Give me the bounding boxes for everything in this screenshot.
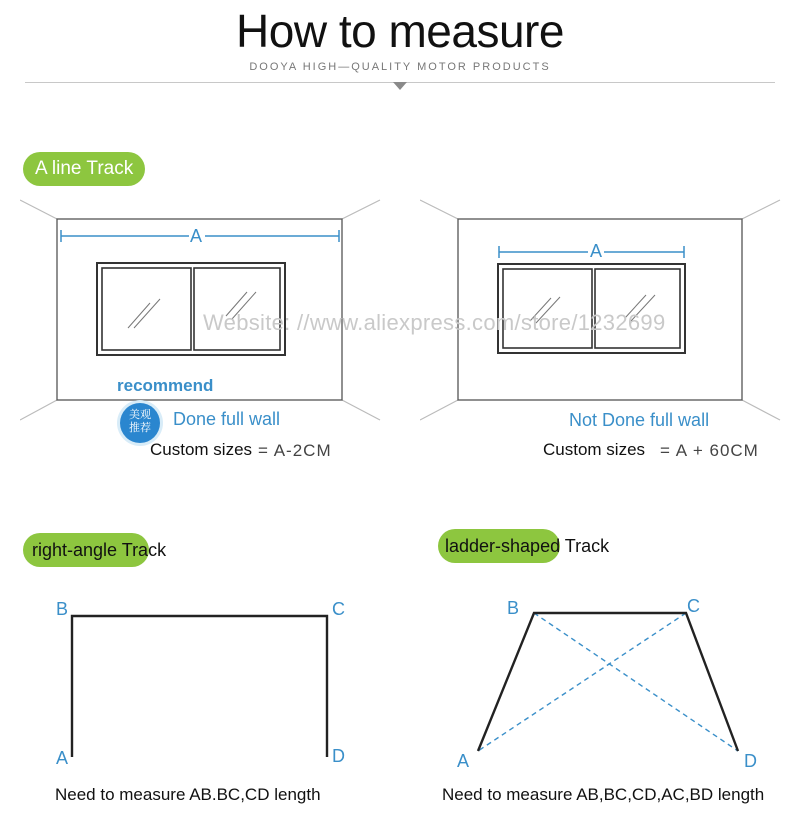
- website-watermark: Website: //www.aliexpress.com/store/1232699: [203, 310, 666, 335]
- right-angle-track-title: [32, 540, 166, 561]
- done-full-wall-caption: Done full wall: [173, 409, 281, 429]
- ladder-shaped-label: ladder-shape: [445, 536, 551, 556]
- right-angle-label: right-angle: [32, 540, 118, 560]
- custom-sizes-label-right: Custom sizes: [543, 440, 646, 459]
- right-angle-suffix: Track: [117, 540, 167, 560]
- dimension-a-label-right: A: [590, 241, 603, 261]
- custom-sizes-formula-right: = A + 60CM: [660, 441, 759, 460]
- room-line-tr: [342, 200, 380, 219]
- divider-pointer-icon: [393, 82, 407, 90]
- ladder-shaped-track-diagram: [440, 590, 780, 770]
- right-angle-instruction: Need to measure AB.BC,CD length: [55, 785, 321, 804]
- point-a-label: A: [56, 748, 69, 768]
- point-d-label: D: [332, 746, 345, 766]
- badge-line-2: 推荐: [129, 422, 151, 434]
- recommend-badge-icon: [120, 403, 160, 443]
- room-line-tl: [20, 200, 57, 219]
- custom-sizes-label-left: Custom sizes: [150, 440, 253, 459]
- right-angle-track-line: [72, 616, 327, 757]
- not-done-full-wall-caption: Not Done full wall: [569, 410, 710, 430]
- ladder-point-d-label: D: [744, 751, 757, 771]
- badge-line-1: 美观: [129, 409, 151, 421]
- custom-sizes-formula-left: = A-2CM: [258, 441, 332, 460]
- dimension-a-label-left: A: [190, 226, 203, 246]
- diagonal-bd: [534, 613, 738, 751]
- point-b-label: B: [56, 599, 69, 619]
- ladder-shaped-suffix: d Track: [550, 536, 610, 556]
- ladder-point-b-label: B: [507, 598, 520, 618]
- point-c-label: C: [332, 599, 345, 619]
- ladder-track-line: [478, 613, 738, 751]
- recommend-label: recommend: [117, 376, 214, 395]
- a-line-track-label: A line Track: [23, 152, 145, 186]
- ladder-point-c-label: C: [687, 596, 700, 616]
- page-subtitle: DOOYA HIGH—QUALITY MOTOR PRODUCTS: [249, 61, 551, 73]
- ladder-instruction: Need to measure AB,BC,CD,AC,BD length: [442, 785, 765, 804]
- ladder-shaped-track-title: [445, 536, 609, 557]
- ladder-point-a-label: A: [457, 751, 470, 771]
- diagonal-ac: [478, 613, 686, 751]
- page-title: How to measure: [236, 5, 564, 57]
- room-line-bl: [20, 400, 57, 420]
- room-line-br: [342, 400, 380, 420]
- right-angle-track-diagram: [60, 600, 350, 770]
